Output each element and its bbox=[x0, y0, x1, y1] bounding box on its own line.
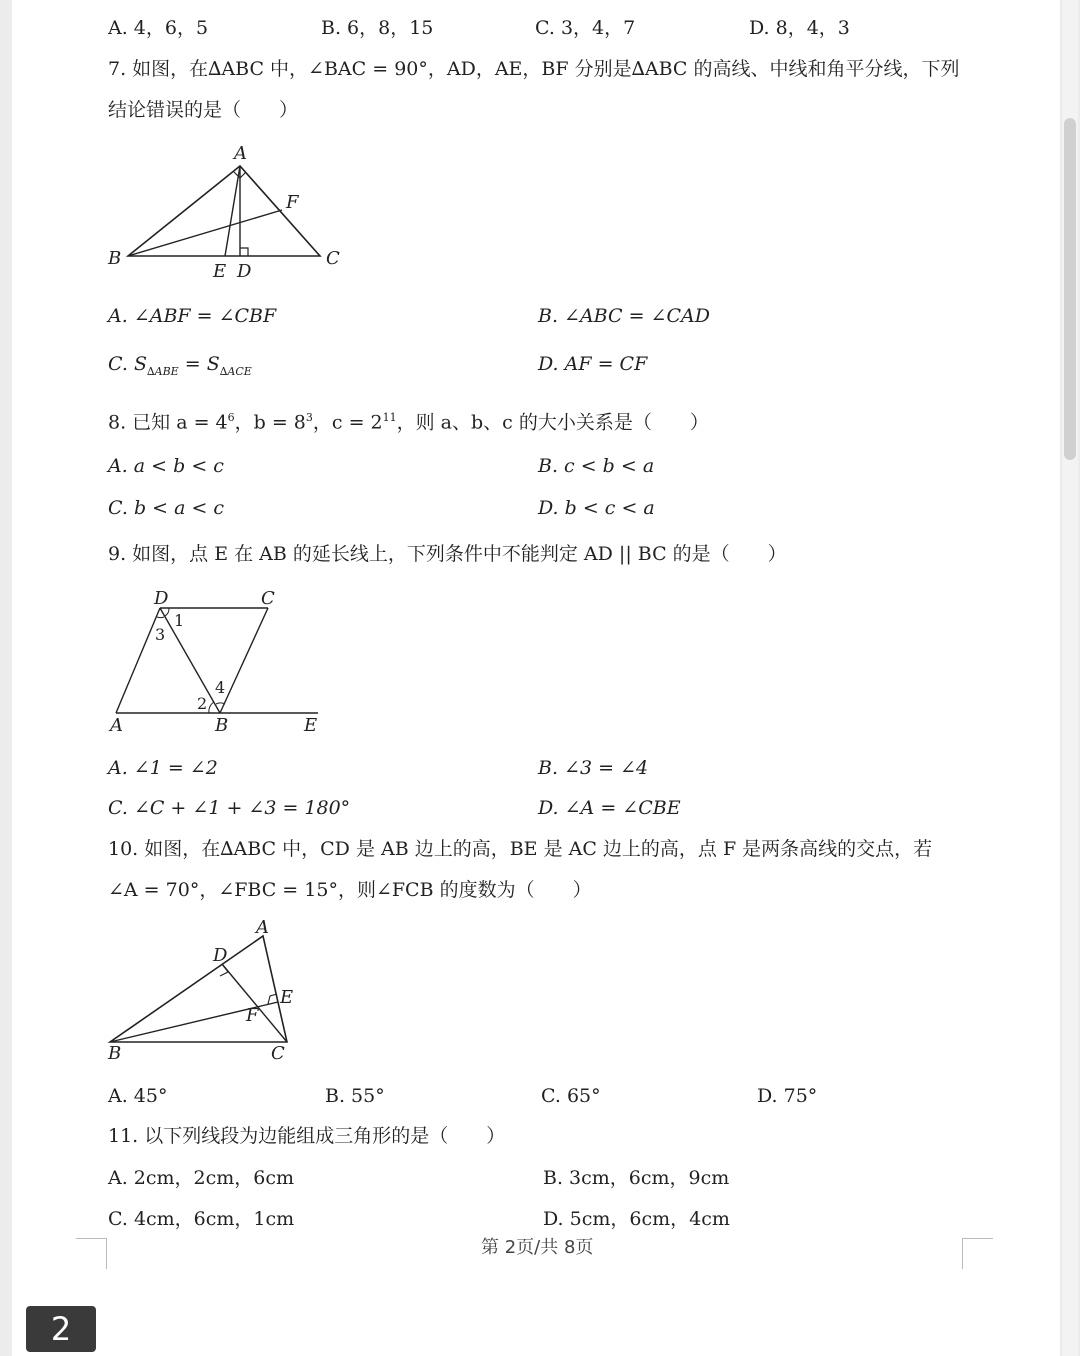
q10-altitude-cd bbox=[222, 964, 287, 1042]
q6-option-b: B. 6，8，15 bbox=[321, 17, 434, 39]
q9-label-2: 2 bbox=[197, 694, 208, 713]
q7-label-f: F bbox=[286, 192, 299, 213]
q7-label-d: D bbox=[237, 261, 252, 282]
q10-label-f: F bbox=[246, 1005, 259, 1026]
q9-label-a: A bbox=[110, 715, 123, 736]
q11-option-b: B. 3cm，6cm，9cm bbox=[543, 1167, 730, 1189]
q10-triangle-abc bbox=[110, 936, 287, 1042]
q7-bisector-bf bbox=[128, 210, 282, 256]
q10-label-b: B bbox=[108, 1043, 122, 1064]
q9-segment-ad bbox=[116, 608, 160, 713]
q11-option-a: A. 2cm，2cm，6cm bbox=[108, 1167, 295, 1189]
q9-angle-mark-4 bbox=[216, 703, 225, 704]
q8-stem: 8. 已知 $a = 4^6$，$b = 8^3$，$c = 2^{11}$，则 a、b、c 的大小关系是（ ） bbox=[108, 411, 709, 434]
q10-figure bbox=[100, 916, 310, 1066]
q8-option-a: A. a < b < c bbox=[108, 455, 224, 477]
q7-label-c: C bbox=[326, 248, 340, 269]
q7-option-c: C. $S_{\Delta ABE} = S_{\Delta ACE}$ bbox=[108, 353, 252, 378]
q11-option-d: D. 5cm，6cm，4cm bbox=[543, 1208, 730, 1230]
q8-option-d: D. b < c < a bbox=[538, 497, 655, 519]
q6-option-a: A. 4，6，5 bbox=[108, 17, 209, 39]
q9-angle-mark-2 bbox=[209, 702, 214, 713]
q10-option-b: B. 55° bbox=[325, 1085, 385, 1107]
q10-label-c: C bbox=[271, 1043, 285, 1064]
q9-label-4: 4 bbox=[215, 678, 226, 697]
q11-option-c: C. 4cm，6cm，1cm bbox=[108, 1208, 295, 1230]
q9-label-b: B bbox=[215, 715, 229, 736]
q9-option-d: D. ∠A = ∠CBE bbox=[538, 797, 681, 819]
page-footer: 第 2页/共 8页 bbox=[481, 1237, 594, 1258]
q10-option-c: C. 65° bbox=[541, 1085, 601, 1107]
scrollbar-thumb[interactable] bbox=[1064, 118, 1076, 460]
scrollbar[interactable] bbox=[1062, 0, 1078, 1356]
q10-label-e: E bbox=[280, 987, 294, 1008]
q7-option-a: A. ∠ABF = ∠CBF bbox=[108, 305, 277, 327]
q7-median-ae bbox=[225, 166, 240, 256]
q10-label-d: D bbox=[213, 945, 228, 966]
q6-option-d: D. 8，4，3 bbox=[749, 17, 850, 39]
q7-option-b: B. ∠ABC = ∠CAD bbox=[538, 305, 710, 327]
q7-stem-line1: 7. 如图，在∆ABC 中，∠BAC = 90°，AD，AE，BF 分别是∆ABC 的高线、中线和角平分线，下列 bbox=[108, 58, 960, 80]
q9-segment-db bbox=[160, 608, 220, 713]
q10-stem-line2: ∠A = 70°，∠FBC = 15°，则∠FCB 的度数为（ ） bbox=[108, 879, 592, 901]
q10-stem-line1: 10. 如图，在∆ABC 中，CD 是 AB 边上的高，BE 是 AC 边上的高，点 F 是两条高线的交点，若 bbox=[108, 838, 933, 860]
q7-right-angle-mark bbox=[240, 248, 248, 256]
q9-segment-cb bbox=[220, 608, 268, 713]
q9-label-e: E bbox=[304, 715, 318, 736]
q7-label-e: E bbox=[213, 261, 227, 282]
q7-figure bbox=[100, 140, 360, 285]
q9-label-3: 3 bbox=[155, 625, 166, 644]
q6-option-c: C. 3，4，7 bbox=[535, 17, 636, 39]
page-number-badge[interactable]: 2 bbox=[26, 1306, 96, 1352]
q7-label-a: A bbox=[234, 143, 247, 164]
q9-label-c: C bbox=[261, 588, 275, 609]
q9-option-a: A. ∠1 = ∠2 bbox=[108, 757, 218, 779]
q9-figure bbox=[100, 584, 330, 739]
q9-label-d: D bbox=[154, 588, 169, 609]
q9-option-b: B. ∠3 = ∠4 bbox=[538, 757, 649, 779]
q7-label-b: B bbox=[108, 248, 122, 269]
q10-option-d: D. 75° bbox=[757, 1085, 818, 1107]
q9-angle-mark-3 bbox=[157, 617, 164, 618]
q8-option-c: C. b < a < c bbox=[108, 497, 225, 519]
q9-stem: 9. 如图，点 E 在 AB 的延长线上，下列条件中不能判定 AD || BC 的是（ ） bbox=[108, 543, 787, 565]
q9-option-c: C. ∠C + ∠1 + ∠3 = 180° bbox=[108, 797, 351, 819]
q10-label-a: A bbox=[256, 917, 269, 938]
q7-option-d: D. AF = CF bbox=[538, 353, 648, 375]
q10-option-a: A. 45° bbox=[108, 1085, 168, 1107]
q9-angle-mark-1 bbox=[165, 608, 169, 616]
q8-option-b: B. c < b < a bbox=[538, 455, 655, 477]
page-corner-mark-right bbox=[962, 1238, 993, 1269]
q9-label-1: 1 bbox=[174, 611, 185, 630]
page-corner-mark-left bbox=[76, 1238, 107, 1269]
q11-stem: 11. 以下列线段为边能组成三角形的是（ ） bbox=[108, 1125, 506, 1147]
q7-stem-line2: 结论错误的是（ ） bbox=[108, 99, 299, 121]
